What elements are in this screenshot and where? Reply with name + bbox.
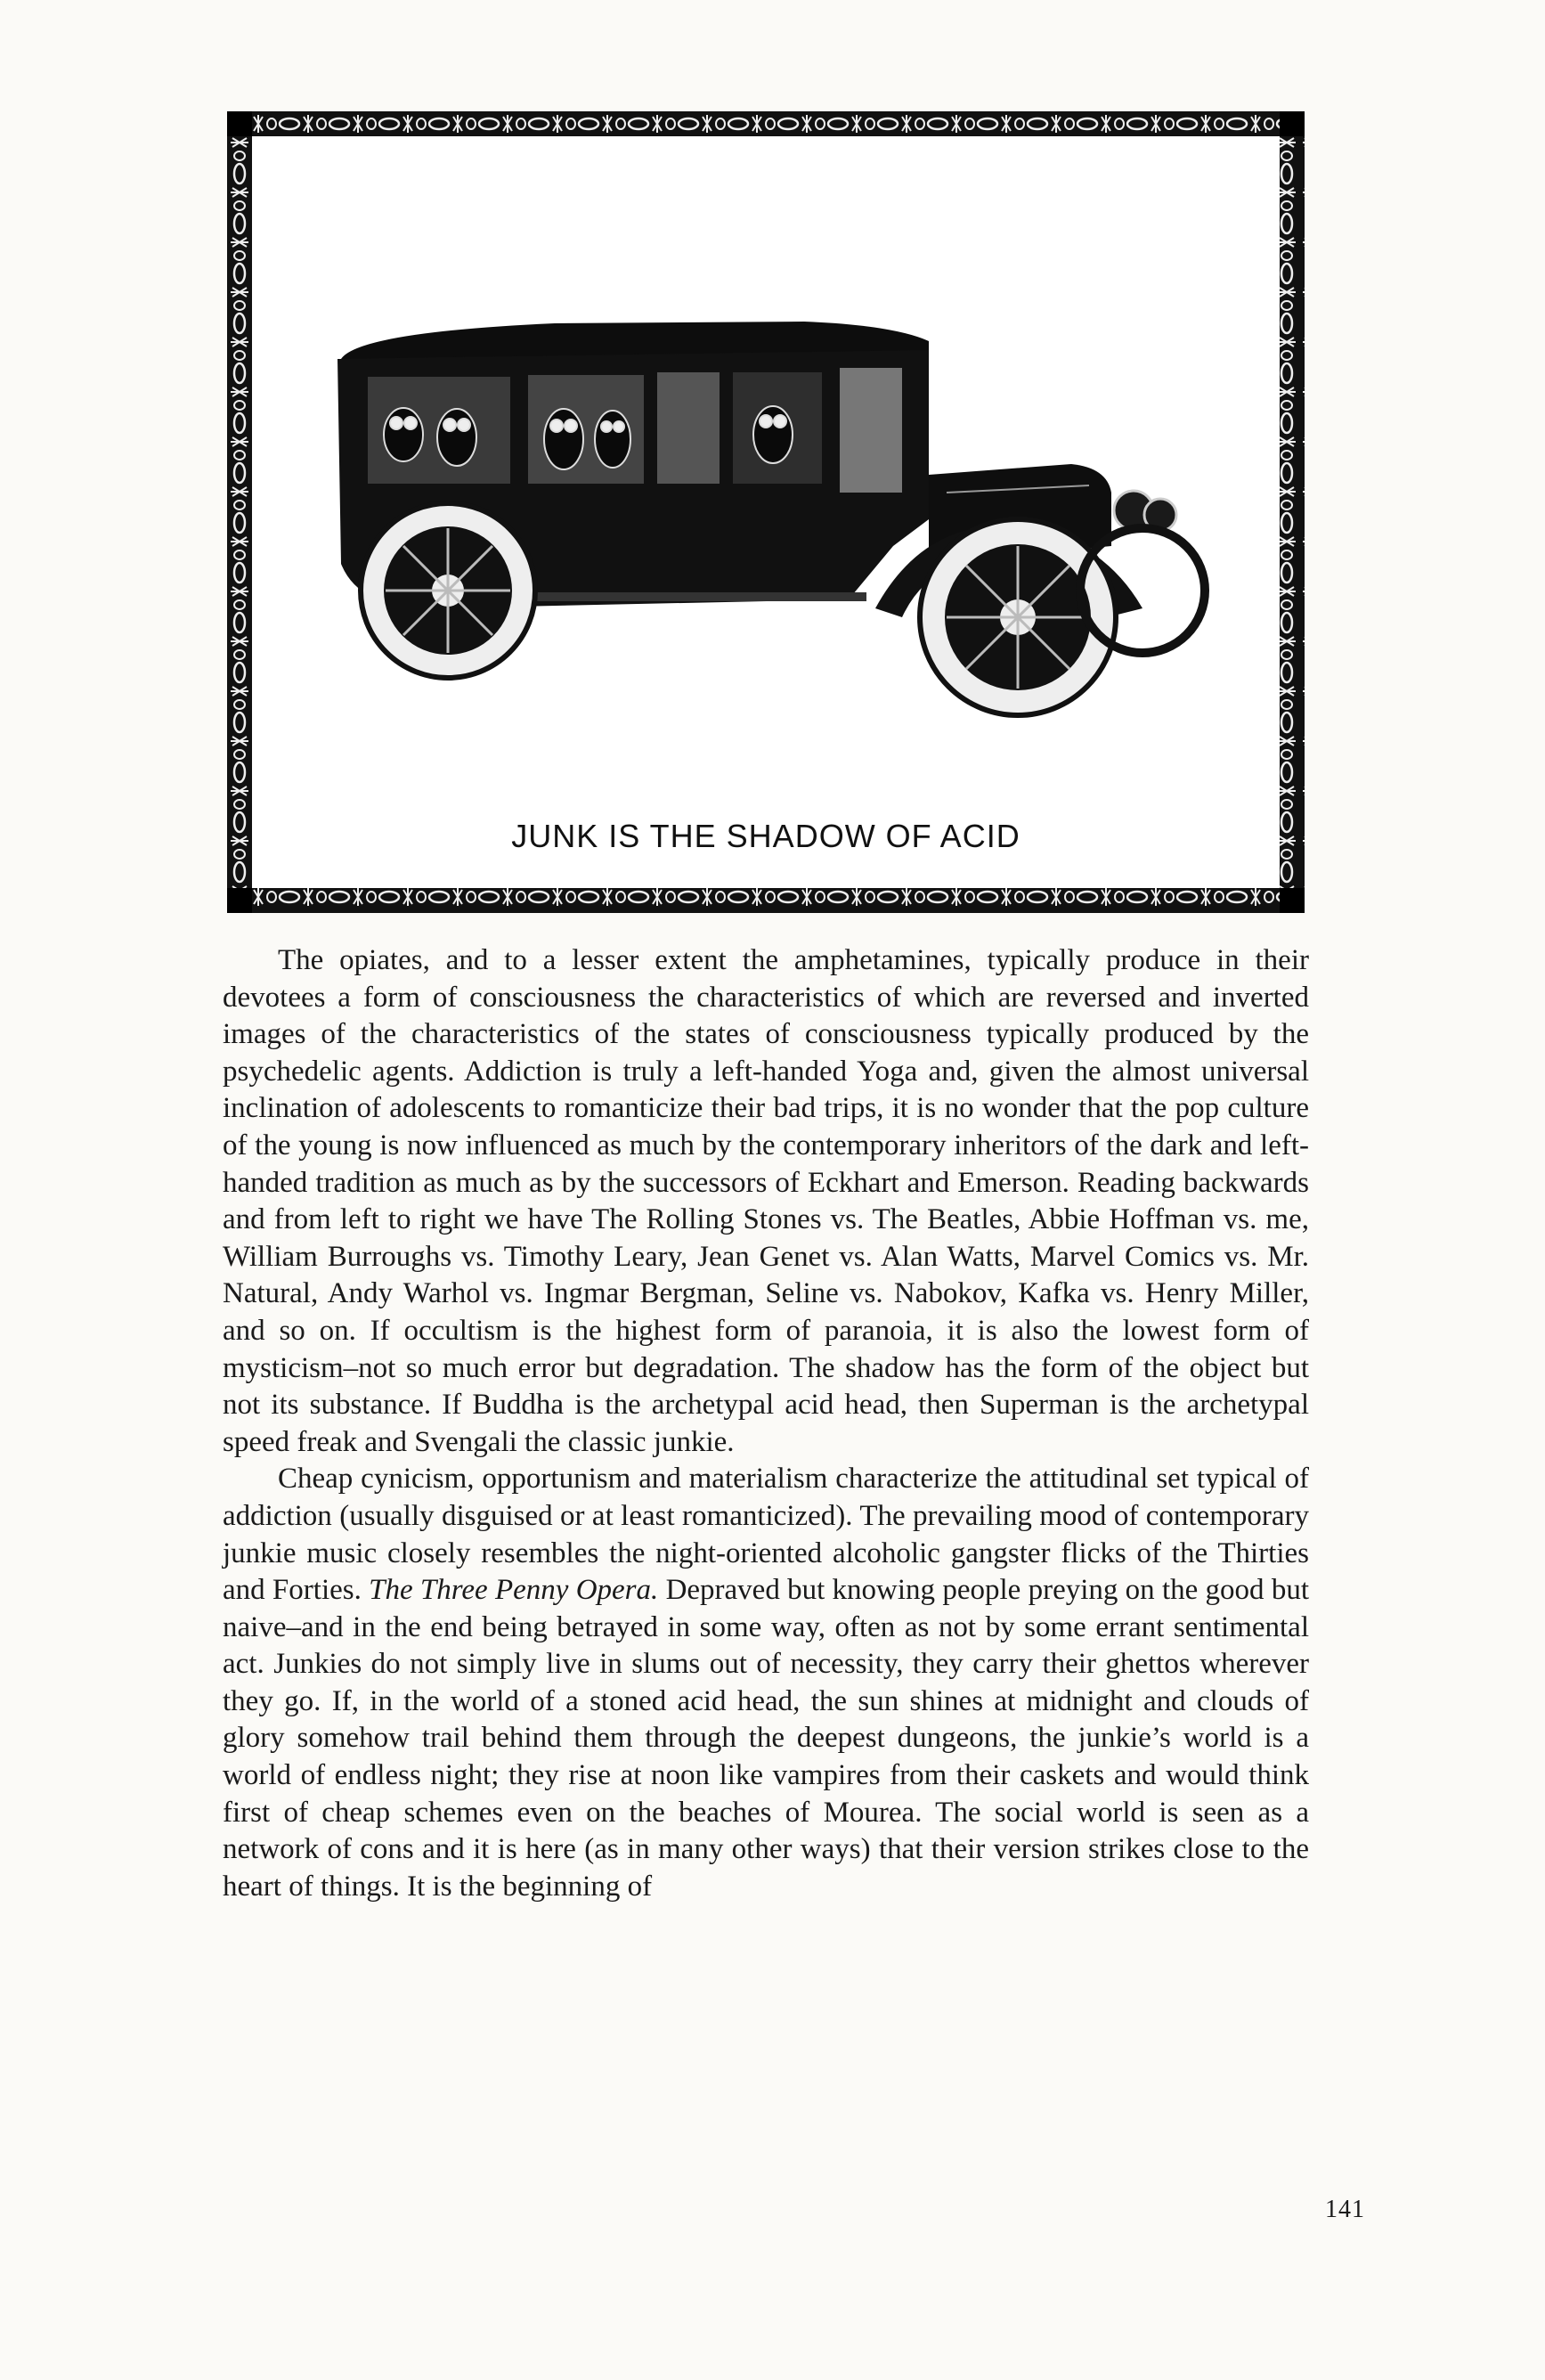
plate-caption: JUNK IS THE SHADOW OF ACID bbox=[511, 818, 1021, 854]
paragraph-2-lead: Cheap cynicism, opportunism and materialism characterize the attitudinal set typical of addiction (usually disguised or at least romanticized). The prevailing mood of contemporary junkie music closely resembles the night-oriented alcoholic gangster flicks of the Thirties and Forties. bbox=[223, 1463, 1309, 1607]
rear-wheel bbox=[361, 503, 535, 678]
paragraph-2 bbox=[223, 1461, 1309, 1905]
ornamental-frame bbox=[227, 111, 1305, 913]
play-title: The Three Penny Opera. bbox=[369, 1574, 659, 1607]
vintage-car-illustration bbox=[305, 225, 1285, 867]
page-number: 141 bbox=[1325, 2196, 1365, 2223]
paragraph-1: The opiates, and to a lesser extent the amphetamines, typically produce in their devotees a form of consciousness the characteristics of which are reversed and inverted images of the characteristics of the states of consciousness typically produced by the psychedelic agents. Addiction is truly a left-handed Yoga and, given the almost universal inclination of adolescents to romanticize their bad trips, it is no wonder that the pop culture of the young is now influenced as much by the contemporary inheritors of the dark and left-handed tradition as much as by the successors of Eckhart and Emerson. Reading backwards and from left to right we have The Rolling Stones vs. The Beatles, Abbie Hoffman vs. me, William Burroughs vs. Timothy Leary, Jean Genet vs. Alan Watts, Marvel Comics vs. Mr. Natural, Andy Warhol vs. Ingmar Bergman, Seline vs. Nabokov, Kafka vs. Henry Miller, and so on. If occultism is the highest form of paranoia, it is also the lowest form of mysticism–not so much error but degradation. The shadow has the form of the object but not its substance. If Buddha is the archetypal acid head, then Superman is the archetypal speed freak and Svengali the classic junkie. bbox=[223, 944, 1309, 1458]
paragraph-2-rest: Depraved but knowing people preying on the good but naive–and in the end being betrayed in some way, often as not by some errant sentimental act. Junkies do not simply live in slums out of necessity, they carry their ghettos wherever they go. If, in the world of a stoned acid head, the sun shines at midnight and clouds of glory somehow trail behind them through the deepest dungeons, the junkie’s world is a world of endless night; they rise at noon like vampires from their caskets and would think first of cheap schemes even on the beaches of Mourea. The social world is seen as a network of cons and it is here (as in many other ways) that their version strikes close to the heart of things. It is the beginning of bbox=[223, 1574, 1309, 1903]
body-text bbox=[223, 942, 1309, 1905]
